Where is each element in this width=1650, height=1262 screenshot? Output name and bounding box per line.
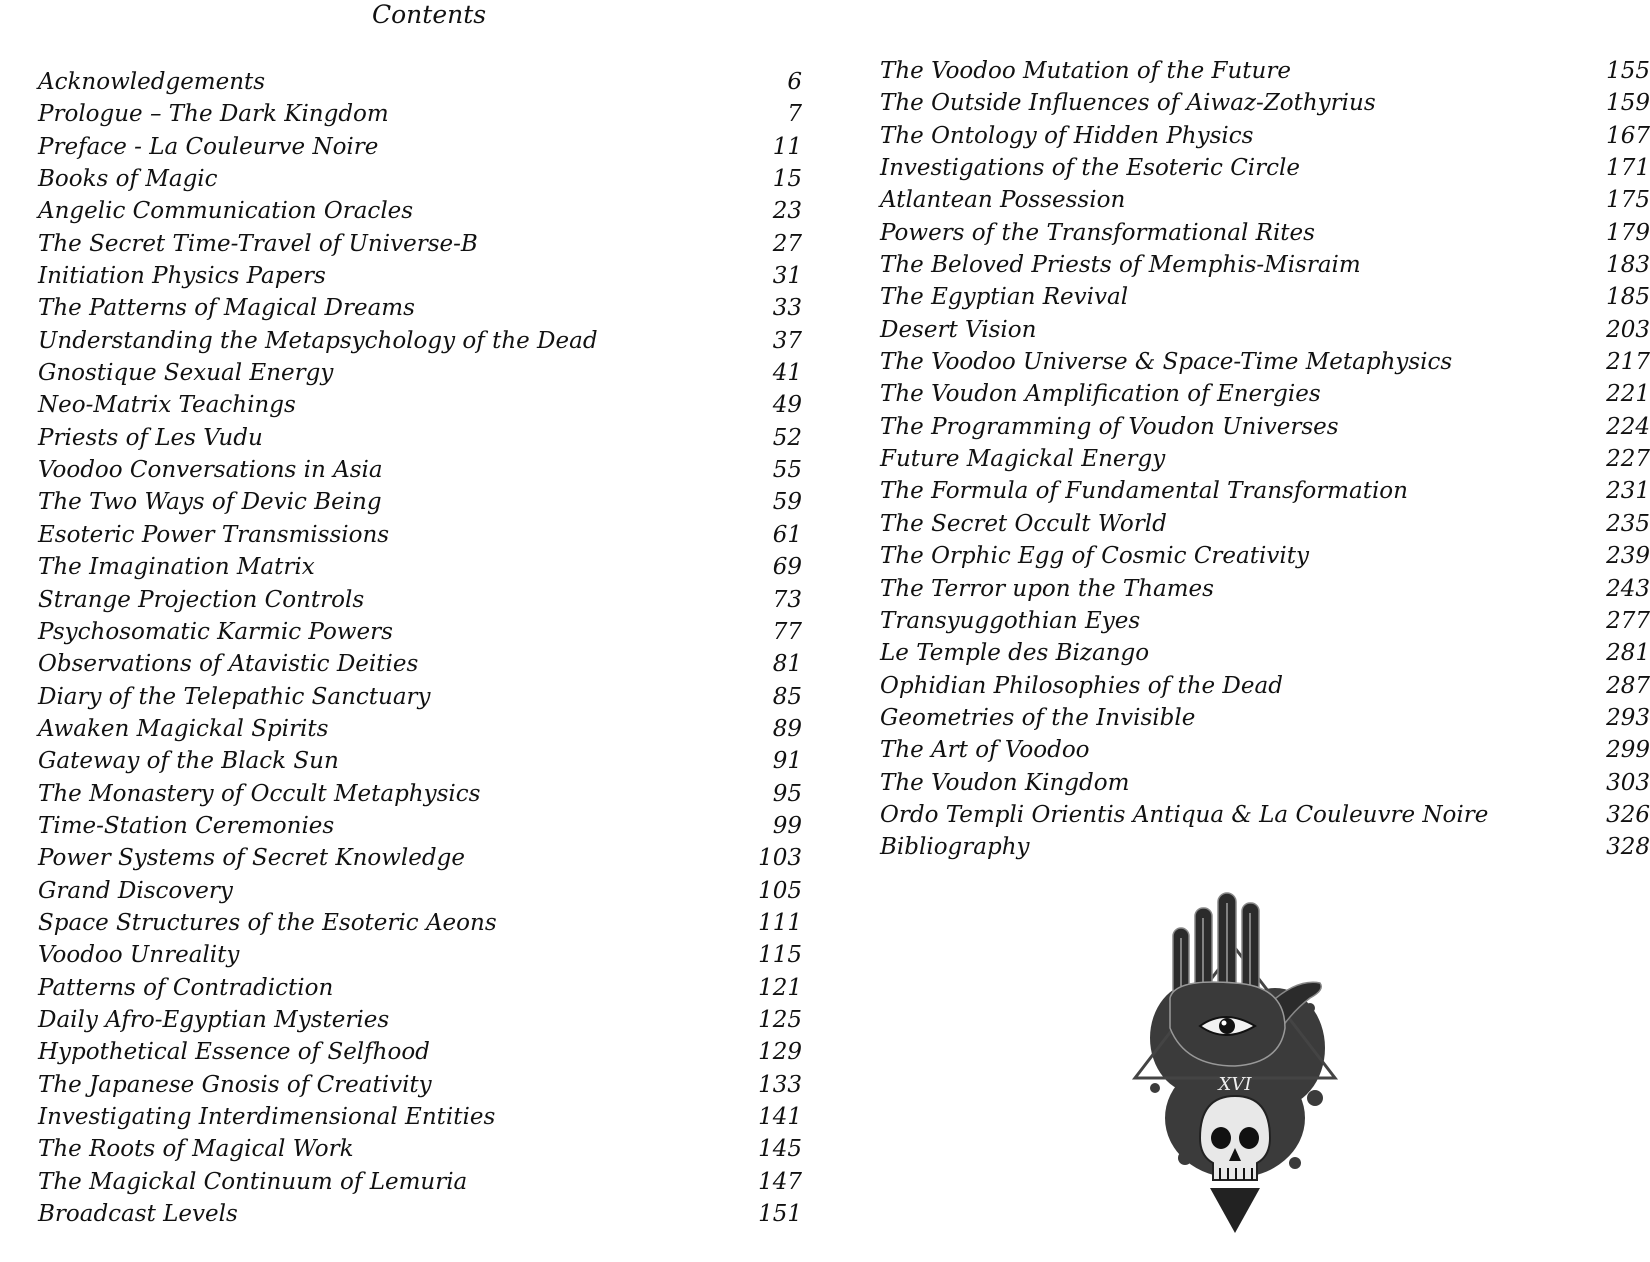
entry-title: Transyuggothian Eyes	[880, 607, 1141, 634]
entry-page-number: 303	[1606, 769, 1650, 796]
entry-page-number: 27	[772, 230, 802, 257]
toc-right-entry	[880, 378, 1650, 410]
entry-title: The Voudon Kingdom	[880, 769, 1130, 796]
toc-left-entry	[38, 195, 802, 227]
entry-title: Diary of the Telepathic Sanctuary	[38, 683, 431, 710]
entry-title: Awaken Magickal Spirits	[38, 715, 329, 742]
entry-page-number: 81	[772, 651, 802, 678]
toc-left-entry	[38, 163, 802, 195]
entry-title: The Japanese Gnosis of Creativity	[38, 1071, 432, 1098]
toc-right-entry	[880, 767, 1650, 799]
entry-page-number: 145	[758, 1136, 802, 1163]
entry-title: The Programming of Voudon Universes	[880, 413, 1339, 440]
entry-title: The Orphic Egg of Cosmic Creativity	[880, 543, 1309, 570]
entry-page-number: 217	[1606, 349, 1650, 376]
entry-title: Ordo Templi Orientis Antiqua & La Couleuvre Noire	[880, 801, 1489, 828]
entry-page-number: 133	[758, 1071, 802, 1098]
toc-left-entry	[38, 486, 802, 518]
entry-title: Daily Afro-Egyptian Mysteries	[38, 1006, 390, 1033]
entry-page-number: 203	[1606, 316, 1650, 343]
entry-title: Ophidian Philosophies of the Dead	[880, 672, 1283, 699]
toc-right-entry	[880, 702, 1650, 734]
entry-page-number: 125	[758, 1006, 802, 1033]
toc-right-entry	[880, 120, 1650, 152]
toc-right-entry	[880, 184, 1650, 216]
entry-page-number: 277	[1606, 607, 1650, 634]
toc-left-entry	[38, 584, 802, 616]
toc-left-entry	[38, 1004, 802, 1036]
entry-title: Hypothetical Essence of Selfhood	[38, 1039, 430, 1066]
toc-left-entry	[38, 66, 802, 98]
toc-right-entry	[880, 346, 1650, 378]
entry-title: Patterns of Contradiction	[38, 974, 334, 1001]
entry-title: Gnostique Sexual Energy	[38, 360, 334, 387]
entry-page-number: 115	[758, 942, 802, 969]
entry-title: Time-Station Ceremonies	[38, 812, 335, 839]
entry-page-number: 171	[1606, 155, 1650, 182]
entry-page-number: 328	[1606, 834, 1650, 861]
toc-right-entry	[880, 217, 1650, 249]
entry-page-number: 49	[772, 392, 802, 419]
entry-title: The Voodoo Mutation of the Future	[880, 58, 1291, 84]
toc-right-entry	[880, 831, 1650, 863]
toc-left-entry	[38, 519, 802, 551]
toc-left-entry	[38, 1036, 802, 1068]
entry-title: Future Magickal Energy	[880, 446, 1166, 473]
toc-left-entry	[38, 1133, 802, 1165]
entry-page-number: 6	[787, 69, 802, 95]
entry-page-number: 121	[758, 974, 802, 1001]
toc-left-entry	[38, 616, 802, 648]
entry-page-number: 159	[1606, 90, 1650, 117]
entry-page-number: 105	[758, 877, 802, 904]
toc-left-entry	[38, 907, 802, 939]
entry-page-number: 85	[772, 683, 802, 710]
toc-left-entry	[38, 681, 802, 713]
toc-left-entry	[38, 713, 802, 745]
entry-title: The Formula of Fundamental Transformation	[880, 478, 1408, 505]
entry-page-number: 23	[772, 198, 802, 225]
toc-right-entry	[880, 573, 1650, 605]
entry-page-number: 224	[1606, 413, 1650, 440]
entry-page-number: 185	[1606, 284, 1650, 311]
entry-page-number: 99	[772, 812, 802, 839]
entry-title: Voodoo Unreality	[38, 942, 240, 969]
toc-left-entry	[38, 1166, 802, 1198]
toc-left-entry	[38, 648, 802, 680]
entry-page-number: 183	[1606, 252, 1650, 279]
entry-page-number: 151	[758, 1201, 802, 1228]
entry-page-number: 129	[758, 1039, 802, 1066]
toc-right-entry	[880, 637, 1650, 669]
entry-title: The Magickal Continuum of Lemuria	[38, 1168, 468, 1195]
entry-title: Grand Discovery	[38, 877, 233, 904]
entry-title: Neo-Matrix Teachings	[38, 392, 296, 419]
entry-page-number: 147	[758, 1168, 802, 1195]
entry-page-number: 231	[1606, 478, 1650, 505]
entry-page-number: 326	[1606, 801, 1650, 828]
entry-title: The Imagination Matrix	[38, 554, 315, 581]
entry-page-number: 235	[1606, 510, 1650, 537]
entry-page-number: 239	[1606, 543, 1650, 570]
toc-right-entry	[880, 799, 1650, 831]
entry-page-number: 167	[1606, 122, 1650, 149]
toc-right-entry	[880, 314, 1650, 346]
entry-page-number: 227	[1606, 446, 1650, 473]
entry-title: The Voudon Amplification of Energies	[880, 381, 1321, 408]
entry-page-number: 33	[772, 295, 802, 322]
toc-left-entry	[38, 875, 802, 907]
toc-left-entry	[38, 292, 802, 324]
entry-title: The Art of Voodoo	[880, 737, 1090, 764]
toc-right-entry	[880, 670, 1650, 702]
entry-title: Space Structures of the Esoteric Aeons	[38, 909, 497, 936]
toc-left-entry	[38, 454, 802, 486]
entry-page-number: 89	[772, 715, 802, 742]
entry-page-number: 55	[772, 457, 802, 484]
entry-title: The Beloved Priests of Memphis-Misraim	[880, 252, 1361, 279]
toc-left-entry	[38, 131, 802, 163]
entry-page-number: 103	[758, 845, 802, 872]
entry-page-number: 15	[772, 166, 802, 193]
toc-left-entry	[38, 98, 802, 130]
entry-title: The Roots of Magical Work	[38, 1136, 354, 1163]
entry-title: Bibliography	[880, 834, 1030, 861]
toc-left-entry	[38, 389, 802, 421]
toc-right-entry	[880, 734, 1650, 766]
entry-page-number: 179	[1606, 219, 1650, 246]
entry-title: The Secret Time-Travel of Universe-B	[38, 230, 478, 257]
entry-page-number: 11	[772, 133, 802, 160]
entry-title: Desert Vision	[880, 316, 1037, 343]
entry-title: Power Systems of Secret Knowledge	[38, 845, 465, 872]
toc-left-entry	[38, 260, 802, 292]
toc-left-entry	[38, 325, 802, 357]
entry-page-number: 7	[787, 101, 802, 128]
entry-title: Powers of the Transformational Rites	[880, 219, 1315, 246]
entry-page-number: 175	[1606, 187, 1650, 214]
entry-title: Prologue – The Dark Kingdom	[38, 101, 389, 128]
entry-title: Broadcast Levels	[38, 1201, 238, 1228]
toc-right-entry	[880, 540, 1650, 572]
entry-title: The Two Ways of Devic Being	[38, 489, 382, 516]
entry-title: Investigating Interdimensional Entities	[38, 1104, 496, 1130]
entry-page-number: 31	[772, 263, 802, 290]
toc-left-entry	[38, 228, 802, 260]
toc-right-entry	[880, 281, 1650, 313]
entry-title: Priests of Les Vudu	[38, 424, 263, 451]
entry-title: The Ontology of Hidden Physics	[880, 122, 1254, 149]
entry-page-number: 111	[758, 909, 802, 936]
entry-page-number: 77	[772, 618, 802, 645]
page-title: Contents	[372, 0, 487, 29]
entry-title: The Terror upon the Thames	[880, 575, 1214, 602]
entry-title: Understanding the Metapsychology of the Dead	[38, 327, 598, 354]
entry-title: Gateway of the Black Sun	[38, 748, 339, 775]
entry-page-number: 141	[758, 1104, 802, 1130]
toc-left-entry	[38, 745, 802, 777]
toc-right-entry	[880, 411, 1650, 443]
toc-left-entry	[38, 422, 802, 454]
entry-title: The Egyptian Revival	[880, 284, 1129, 311]
entry-title: Le Temple des Bizango	[880, 640, 1150, 667]
entry-page-number: 243	[1606, 575, 1650, 602]
entry-title: Investigations of the Esoteric Circle	[880, 155, 1300, 182]
entry-page-number: 61	[772, 521, 802, 548]
toc-right-entry	[880, 249, 1650, 281]
entry-page-number: 287	[1606, 672, 1650, 699]
entry-title: The Monastery of Occult Metaphysics	[38, 780, 481, 807]
entry-page-number: 41	[772, 360, 802, 387]
entry-page-number: 95	[772, 780, 802, 807]
toc-left-entry	[38, 810, 802, 842]
toc-right-entry	[880, 508, 1650, 540]
entry-title: Esoteric Power Transmissions	[38, 521, 390, 548]
entry-title: Books of Magic	[38, 166, 218, 193]
toc-left-entry	[38, 842, 802, 874]
entry-page-number: 91	[772, 748, 802, 775]
entry-page-number: 293	[1606, 704, 1650, 731]
entry-page-number: 73	[772, 586, 802, 613]
entry-title: Psychosomatic Karmic Powers	[38, 618, 393, 645]
toc-left-entry	[38, 1069, 802, 1101]
entry-page-number: 281	[1606, 640, 1650, 667]
toc-left-entry	[38, 357, 802, 389]
entry-page-number: 221	[1606, 381, 1650, 408]
toc-right-column	[880, 55, 1650, 864]
entry-page-number: 299	[1606, 737, 1650, 764]
toc-right-entry	[880, 55, 1650, 87]
hand-eye-skull-emblem-icon	[1125, 888, 1345, 1238]
entry-page-number: 52	[772, 424, 802, 451]
toc-left-entry	[38, 939, 802, 971]
entry-page-number: 69	[772, 554, 802, 581]
toc-left-entry	[38, 778, 802, 810]
toc-left-entry	[38, 1198, 802, 1230]
entry-title: The Outside Influences of Aiwaz-Zothyrius	[880, 90, 1376, 117]
entry-title: The Patterns of Magical Dreams	[38, 295, 415, 322]
entry-title: Strange Projection Controls	[38, 586, 365, 613]
entry-page-number: 37	[772, 327, 802, 354]
entry-title: Preface - La Couleurve Noire	[38, 133, 379, 160]
toc-right-entry	[880, 87, 1650, 119]
toc-right-entry	[880, 605, 1650, 637]
toc-left-entry	[38, 551, 802, 583]
entry-title: Acknowledgements	[38, 69, 266, 95]
entry-title: The Voodoo Universe & Space-Time Metaphysics	[880, 349, 1453, 376]
toc-right-entry	[880, 443, 1650, 475]
emblem-numeral: XVI	[1218, 1074, 1252, 1095]
toc-left-entry	[38, 1101, 802, 1133]
entry-title: Geometries of the Invisible	[880, 704, 1196, 731]
entry-title: Voodoo Conversations in Asia	[38, 457, 383, 484]
toc-right-entry	[880, 475, 1650, 507]
entry-page-number: 59	[772, 489, 802, 516]
entry-title: Atlantean Possession	[880, 187, 1126, 214]
toc-right-entry	[880, 152, 1650, 184]
entry-title: Observations of Atavistic Deities	[38, 651, 419, 678]
entry-page-number: 155	[1606, 58, 1650, 84]
entry-title: Initiation Physics Papers	[38, 263, 326, 290]
entry-title: Angelic Communication Oracles	[38, 198, 414, 225]
entry-title: The Secret Occult World	[880, 510, 1167, 537]
toc-left-column	[38, 66, 802, 1230]
toc-left-entry	[38, 972, 802, 1004]
